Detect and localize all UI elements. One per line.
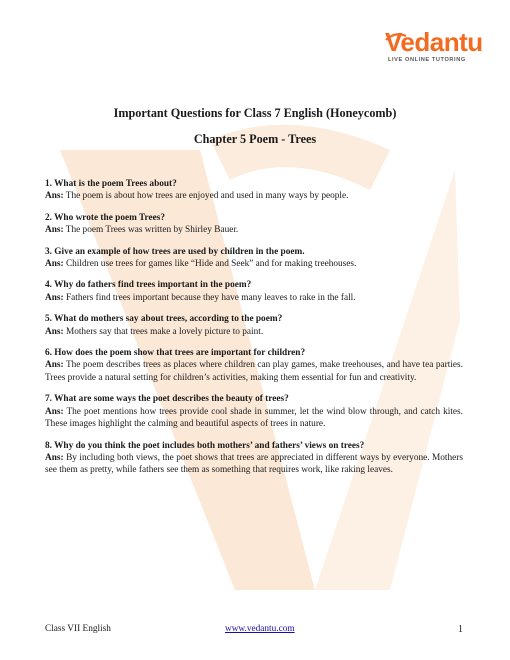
answer-label: Ans:	[45, 406, 64, 417]
answer-body: Children use trees for games like “Hide and Seek” and for making treehouses.	[65, 259, 357, 270]
question-text: 8. Why do you think the poet includes both mothers’ and fathers’ views on trees?	[45, 440, 365, 451]
answer-body: Fathers find trees important because they have many leaves to rake in the fall.	[65, 292, 356, 303]
question-text: 3. Give an example of how trees are used by children in the poem.	[45, 246, 305, 257]
answer-label: Ans:	[45, 326, 64, 337]
logo-word: Vedantu	[385, 27, 483, 57]
question-item	[45, 246, 463, 271]
answer-text	[45, 258, 463, 270]
answer-label: Ans:	[45, 259, 64, 270]
answer-text	[45, 406, 463, 431]
footer-website-link[interactable]: www.vedantu.com	[225, 624, 295, 634]
answer-text	[45, 190, 463, 202]
page-title: Important Questions for Class 7 English (Honeycomb)	[113, 106, 397, 120]
answer-body: The poet mentions how trees provide cool shade in summer, let the wind blow through, and catch kites. These images highlight the calming and beautiful aspects of trees in nature.	[45, 406, 464, 430]
question-item	[45, 393, 463, 430]
vedantu-logo[interactable]	[385, 28, 490, 73]
question-text: 5. What do mothers say about trees, according to the poem?	[45, 314, 283, 325]
question-list	[45, 178, 463, 486]
question-text: 2. Who wrote the poem Trees?	[45, 212, 165, 223]
answer-label: Ans:	[45, 360, 64, 371]
answer-body: Mothers say that trees make a lovely picture to paint.	[65, 326, 264, 337]
answer-text	[45, 452, 463, 477]
question-item	[45, 313, 463, 338]
answer-label: Ans:	[45, 292, 64, 303]
question-text: 7. What are some ways the poet describes the beauty of trees?	[45, 394, 289, 405]
question-text: 1. What is the poem Trees about?	[45, 179, 177, 189]
answer-label: Ans:	[45, 191, 64, 202]
answer-text	[45, 224, 463, 236]
answer-body: By including both views, the poet shows that trees are appreciated in different ways by everyone. Mothers see them as pretty, while fathers see them as something that requires work, like raking leaves.	[45, 452, 464, 476]
page-footer	[45, 624, 463, 638]
answer-text	[45, 359, 463, 384]
question-item	[45, 212, 463, 237]
answer-text	[45, 326, 463, 338]
logo-swoosh-icon	[385, 33, 407, 41]
answer-label: Ans:	[45, 225, 64, 236]
question-item	[45, 347, 463, 384]
question-text: 4. Why do fathers find trees important in the poem?	[45, 280, 252, 291]
document-header	[0, 105, 510, 147]
answer-body: The poem is about how trees are enjoyed and used in many ways by people.	[65, 191, 349, 202]
answer-label: Ans:	[45, 452, 64, 463]
logo-wordmark	[385, 28, 483, 56]
question-text: 6. How does the poem show that trees are important for children?	[45, 348, 306, 359]
logo-tagline: LIVE ONLINE TUTORING	[388, 57, 466, 63]
footer-class-label: Class VII English	[45, 624, 111, 634]
answer-body: The poem Trees was written by Shirley Bauer.	[65, 225, 239, 236]
chapter-title: Chapter 5 Poem - Trees	[193, 132, 317, 146]
answer-body: The poem describes trees as places where children can play games, make treehouses, and have tea parties. Trees provide a natural setting for children’s activities, making them essential for fun and creativity.	[45, 360, 463, 383]
question-item	[45, 178, 463, 203]
question-item	[45, 279, 463, 304]
page-number: 1	[458, 624, 463, 635]
question-item	[45, 440, 463, 477]
answer-text	[45, 292, 463, 304]
